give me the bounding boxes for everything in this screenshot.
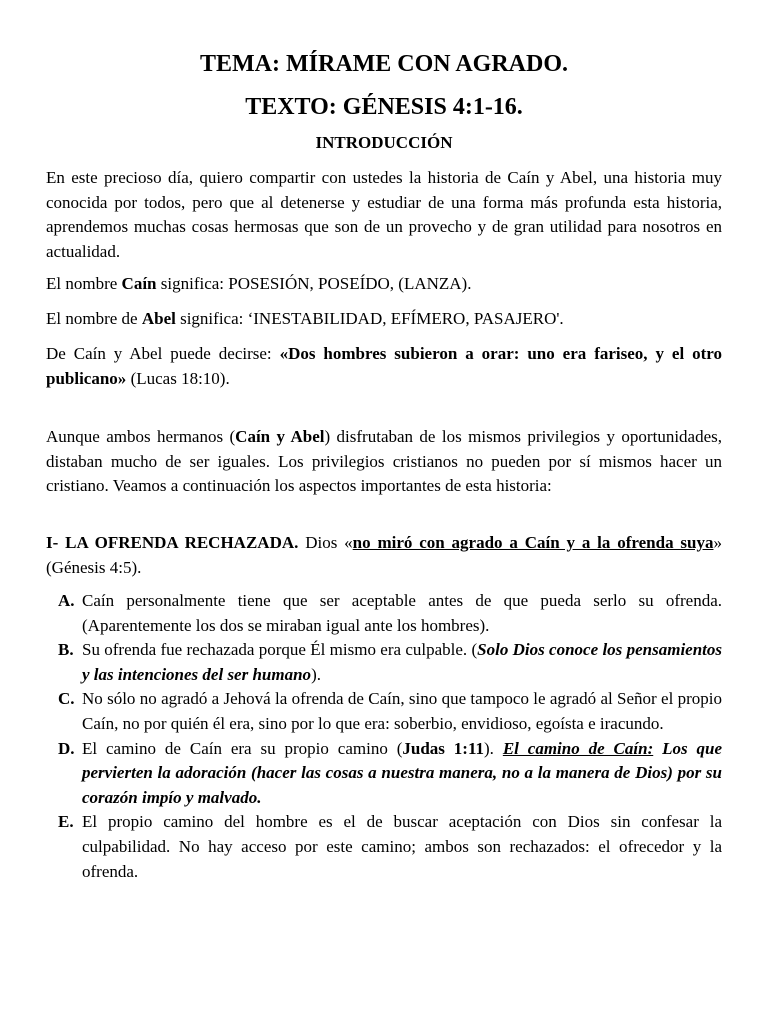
section1-text-post: » (Génesis 4:5). xyxy=(46,533,722,577)
abel-post: significa: ‘INESTABILIDAD, EFÍMERO, PASAJERO'. xyxy=(175,309,564,328)
list-letter-c: C. xyxy=(58,689,75,709)
list-text-d-mid: ). xyxy=(484,738,503,758)
list-text-c: No sólo no agradó a Jehová la ofrenda de Caín, sino que tampoco le agradó al Señor el propio Caín, no por quién él era, sino por lo que era: soberbio, envidioso, egoísta e iracundo. xyxy=(82,689,722,733)
cain-name: Caín xyxy=(121,274,157,293)
cain-pre: El nombre xyxy=(46,274,122,293)
list-text-d-pre: El camino de Caín era su propio camino ( xyxy=(82,738,403,758)
intro-paragraph: En este precioso día, quiero compartir con ustedes la historia de Caín y Abel, una historia muy conocida por todos, pero que al detenerse y estudiar de una forma más profunda esta historia, aprendemos muchas cosas hermosas que son de un provecho y de gran utilidad para nosotros en actualidad. xyxy=(46,168,722,261)
aunque-pre: Aunque ambos hermanos ( xyxy=(46,427,236,446)
list-letter-e: E. xyxy=(58,812,74,832)
list-item-e xyxy=(46,810,722,884)
list-letter-d: D. xyxy=(58,738,75,758)
list-text-b-pre: Su ofrenda fue rechazada porque Él mismo era culpable. ( xyxy=(82,640,478,660)
list-text-d-emphasis: Los que pervierten la adoración (hacer las cosas a nuestra manera, no a la manera de Dios) por su corazón impío y malvado. xyxy=(82,738,723,807)
list-letter-b: B. xyxy=(58,640,74,660)
list-item-b xyxy=(46,638,722,687)
list-text-d-ref: Judas 1:11 xyxy=(402,738,485,758)
cain-post: significa: POSESIÓN, POSEÍDO, (LANZA). xyxy=(156,274,472,293)
points-list xyxy=(46,589,722,884)
introduccion-heading: INTRODUCCIÓN xyxy=(315,133,453,152)
quote-paragraph xyxy=(46,342,722,391)
quote-post: (Lucas 18:10). xyxy=(126,368,230,388)
list-text-e: El propio camino del hombre es el de buscar aceptación con Dios sin confesar la culpabilidad. No hay acceso por este camino; ambos son rechazados: el ofrecedor y la ofrenda. xyxy=(82,812,722,881)
list-letter-a: A. xyxy=(58,591,75,610)
section1-text-pre: Dios « xyxy=(298,533,353,552)
aunque-paragraph xyxy=(46,425,722,499)
list-item-d xyxy=(46,737,722,811)
section1-heading: I- LA OFRENDA RECHAZADA. xyxy=(46,533,299,552)
cain-meaning xyxy=(46,272,722,297)
list-text-d-label: El camino de Caín: xyxy=(502,738,654,758)
quote-bold: «Dos hombres subieron a orar: uno era fariseo, y el otro publicano» xyxy=(46,344,722,388)
texto-title: TEXTO: GÉNESIS 4:1-16. xyxy=(245,94,523,120)
list-item-c xyxy=(46,687,722,736)
tema-title: TEMA: MÍRAME CON AGRADO. xyxy=(200,51,568,77)
aunque-bold: Caín y Abel xyxy=(235,427,325,446)
section1-paragraph xyxy=(46,531,722,580)
section1-emphasis: no miró con agrado a Caín y a la ofrenda suya xyxy=(352,533,714,552)
list-item-a xyxy=(46,589,722,638)
quote-pre: De Caín y Abel puede decirse: xyxy=(46,344,280,363)
list-text-a: Caín personalmente tiene que ser aceptable antes de que pueda serlo su ofrenda. (Aparentemente los dos se miraban igual ante los hombres). xyxy=(82,591,722,635)
abel-name: Abel xyxy=(141,309,176,328)
list-text-b-emphasis: Solo Dios conoce los pensamientos y las intenciones del ser humano xyxy=(82,640,723,684)
abel-pre: El nombre de xyxy=(46,309,142,328)
abel-meaning xyxy=(46,307,722,332)
list-text-b-post: ). xyxy=(311,664,321,684)
aunque-post: ) disfrutaban de los mismos privilegios y oportunidades, distaban mucho de ser iguales. Los privilegios cristianos no pueden por sí mismos hacer un cristiano. Veamos a continuación los aspectos importantes de esta historia: xyxy=(46,427,722,496)
